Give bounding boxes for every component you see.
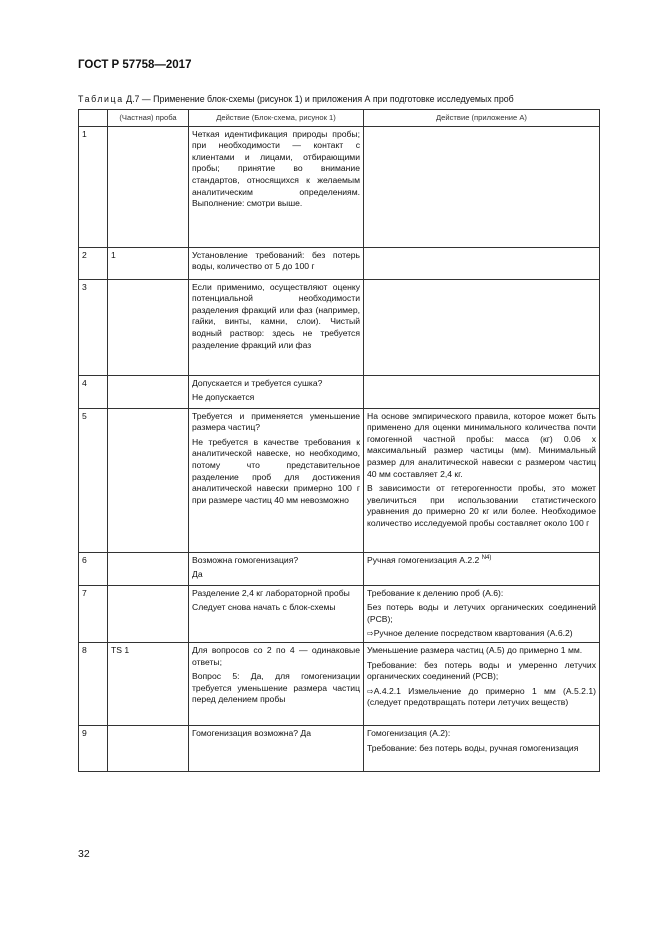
table-row xyxy=(79,642,600,725)
row-sample xyxy=(108,725,189,771)
annex-text xyxy=(367,555,596,567)
row-number: 1 xyxy=(79,126,108,247)
column-header-num xyxy=(79,110,108,127)
flow-answer: Да xyxy=(192,569,203,580)
row-annex-action xyxy=(364,408,600,552)
page-number: 32 xyxy=(78,848,90,860)
annex-text: Требование: без потерь воды, ручная гомогенизация xyxy=(367,742,579,753)
row-sample xyxy=(108,552,189,585)
caption-text: Д.7 — Применение блок-схемы (рисунок 1) и приложения А при подготовке исследуемых проб xyxy=(123,94,514,104)
row-flow-action xyxy=(189,126,364,247)
annex-text: Требование к делению проб (А.6): xyxy=(367,587,504,598)
row-annex-action xyxy=(364,642,600,725)
flow-text: Четкая идентификация природы пробы; при необходимости — контакт с клиентами и лицами, отбирающими пробы; принятие во внимание стандартов, относящихся к желаемым аналитическим определениям. Выполнение: смотри выше. xyxy=(192,128,360,209)
table-row xyxy=(79,375,600,408)
row-flow-action xyxy=(189,585,364,642)
table-row xyxy=(79,552,600,585)
row-number: 8 xyxy=(79,642,108,725)
flow-text: Следует снова начать с блок-схемы xyxy=(192,602,336,613)
note-reference: N4) xyxy=(481,554,492,561)
row-number: 4 xyxy=(79,375,108,408)
row-sample: 1 xyxy=(108,247,189,279)
annex-text: В зависимости от гетерогенности пробы, это может увеличиться при использовании статистического уравнения до примерно 20 кг или более. Необходимое количество исследуемой пробы составляет около 100 г xyxy=(367,483,596,528)
annex-arrow-item xyxy=(367,628,596,640)
column-header-flowchart-action: Действие (Блок-схема, рисунок 1) xyxy=(189,110,364,127)
row-number: 5 xyxy=(79,408,108,552)
row-flow-action xyxy=(189,552,364,585)
table-row xyxy=(79,247,600,279)
arrow-right-icon: ⇨ xyxy=(367,686,374,696)
annex-homog-text: Ручная гомогенизация А.2.2 xyxy=(367,554,482,565)
flow-text: Гомогенизация возможна? Да xyxy=(192,727,312,738)
table-row xyxy=(79,126,600,247)
standard-code: ГОСТ Р 57758—2017 xyxy=(78,59,192,71)
flow-answer: Не требуется в качестве требования к аналитической навеске, но необходимо, потому что представительное разделение проб для достижения аналитической навески примерно 100 г при размере частиц 40 мм невозможно xyxy=(192,436,360,505)
row-flow-action xyxy=(189,642,364,725)
row-number: 6 xyxy=(79,552,108,585)
row-sample: TS 1 xyxy=(108,642,189,725)
row-annex-action xyxy=(364,585,600,642)
arrow-right-icon: ⇨ xyxy=(367,629,374,639)
row-annex-action xyxy=(364,126,600,247)
row-number: 9 xyxy=(79,725,108,771)
row-annex-action xyxy=(364,279,600,375)
flow-question: Требуется и применяется уменьшение размера частиц? xyxy=(192,410,360,433)
row-sample xyxy=(108,126,189,247)
column-header-annex-action: Действие (приложение А) xyxy=(364,110,600,127)
row-annex-action xyxy=(364,552,600,585)
flow-answer: Не допускается xyxy=(192,392,255,403)
annex-text: Уменьшение размера частиц (А.5) до примерно 1 мм. xyxy=(367,644,583,655)
row-annex-action xyxy=(364,247,600,279)
row-number: 7 xyxy=(79,585,108,642)
row-sample xyxy=(108,375,189,408)
caption-label: Таблица xyxy=(78,94,124,104)
annex-arrow-text: А.4.2.1 Измельчение до примерно 1 мм (А.5.2.1) (следует предотвращать потери летучих веществ) xyxy=(367,685,596,708)
table-row xyxy=(79,585,600,642)
row-sample xyxy=(108,279,189,375)
annex-arrow-item xyxy=(367,686,596,709)
row-flow-action xyxy=(189,279,364,375)
flow-text: Если применимо, осуществляют оценку потенциальной необходимости разделения фракций или фаз (например, гайки, винты, камни, слои). Чистый водный раствор: здесь не требуется разделение фракций или фаз xyxy=(192,281,360,350)
row-flow-action xyxy=(189,375,364,408)
table-caption xyxy=(78,94,598,104)
annex-arrow-text: Ручное деление посредством квартования (А.6.2) xyxy=(373,628,573,639)
table-row xyxy=(79,279,600,375)
row-flow-action xyxy=(189,725,364,771)
row-number: 2 xyxy=(79,247,108,279)
row-flow-action xyxy=(189,408,364,552)
annex-text: На основе эмпирического правила, которое может быть применено для оценки минимального количества почти гомогенной частной пробы: масса (кг) 0.06 x максимальный размер частицы (мм). Минимальный размер для аналитической навески с размером частиц 40 мм составляет 2,4 кг. xyxy=(367,410,596,479)
flow-text: Вопрос 5: Да, для гомогенизации требуется уменьшение размера частиц перед делением пробы xyxy=(192,671,360,705)
annex-text: Требование: без потерь воды и умеренно летучих органических соединений (PCB); xyxy=(367,659,596,682)
row-sample xyxy=(108,408,189,552)
flow-text: Установление требований: без потерь воды, количество от 5 до 100 г xyxy=(192,249,360,272)
data-table xyxy=(78,109,600,772)
row-annex-action xyxy=(364,725,600,771)
flow-question: Допускается и требуется сушка? xyxy=(192,377,323,388)
row-sample xyxy=(108,585,189,642)
annex-text: Без потерь воды и летучих органических соединений (PCB); xyxy=(367,602,596,624)
annex-text: Гомогенизация (А.2): xyxy=(367,727,451,738)
row-number: 3 xyxy=(79,279,108,375)
row-flow-action xyxy=(189,247,364,279)
flow-question: Возможна гомогенизация? xyxy=(192,554,299,565)
flow-text: Разделение 2,4 кг лабораторной пробы xyxy=(192,587,350,598)
row-annex-action xyxy=(364,375,600,408)
table-row xyxy=(79,725,600,771)
table-header-row xyxy=(79,110,600,127)
column-header-sample: (Частная) проба xyxy=(108,110,189,127)
flow-text: Для вопросов со 2 по 4 — одинаковые ответы; xyxy=(192,644,360,667)
table-row xyxy=(79,408,600,552)
